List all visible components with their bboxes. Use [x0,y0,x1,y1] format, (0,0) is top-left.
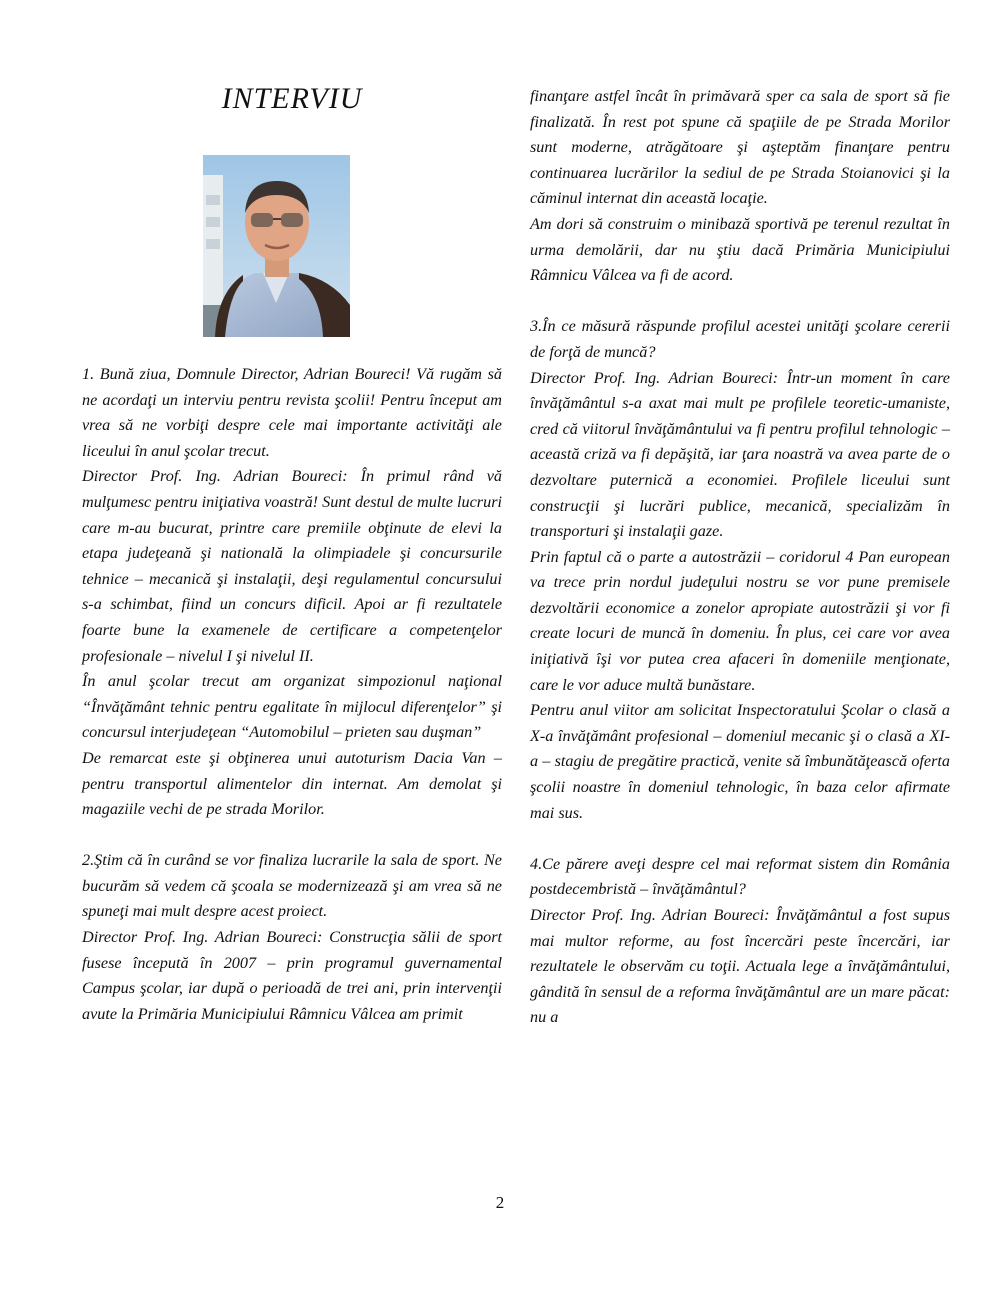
answer-4-paragraph: Director Prof. Ing. Adrian Boureci: Învăţământul a fost supus mai multor reforme, au fost încercări peste încercări, iar rezultatele le observăm cu toţii. Actuala lege a învăţământului, gândită în sensul de a reforma învăţământul are un mare păcat: nu a [530,906,950,1027]
paragraph-gap [530,826,950,852]
question-3: 3.În ce măsură răspunde profilul acestei unităţi şcolare cererii de forţă de muncă? [530,317,950,361]
answer-3-paragraph: Prin faptul că o parte a autostrăzii – coridorul 4 Pan european va trece prin nordul judeţului nostru se vor pune premisele dezvoltării economice a zonelor apropiate autostrăzii şi vor fi create locuri de muncă în domeniu. În plus, cei care vor avea iniţiativă îşi vor putea crea afaceri în domeniile menţionate, care le vor aduce multă bunăstare. [530,547,950,694]
question-2: 2.Ştim că în curând se vor finaliza lucrarile la sala de sport. Ne bucurăm să vedem că şcoala se modernizează şi am vrea să ne spuneţi mai mult despre acest proiect. [82,851,502,921]
portrait-illustration [203,155,350,337]
paragraph-gap [82,823,502,849]
answer-2-continued: finanţare astfel încât în primăvară sper ca sala de sport să fie finalizată. În rest pot spune că spaţiile de pe Strada Morilor sunt moderne, atrăgătoare şi aşteptăm finanţare pentru continuarea lucrărilor la sediul de pe Strada Stoianovici şi la căminul internat din această locaţie. [530,87,950,208]
answer-2-paragraph: Director Prof. Ing. Adrian Boureci: Construcţia sălii de sport fusese începută în 2007 – prin programul guvernamental Campus şcolar, iar după o perioadă de trei ani, prin intervenţii avute la Primăria Municipiului Râmnicu Vâlcea am primit [82,928,502,1023]
answer-1-paragraph: În anul şcolar trecut am organizat simpozionul naţional “Învăţământ tehnic pentru egalitate în mijlocul diferenţelor” şi concursul interjudeţean “Automobilul – prieten sau duşman” [82,672,502,742]
question-1: 1. Bună ziua, Domnule Director, Adrian Boureci! Vă rugăm să ne acordaţi un interviu pentru revista şcolii! Pentru început am vrea să ne vorbiţi despre cele mai importante activităţi ale liceului în anul şcolar trecut. [82,365,502,460]
page-title: INTERVIU [221,82,363,115]
answer-3-paragraph: Pentru anul viitor am solicitat Inspectoratului Şcolar o clasă a X-a învăţământ profesional – domeniul mecanic şi o clasă a XI-a – stagiu de pregătire practică, venite să îmbunătăţească oferta şcolii noastre în domeniul tehnologic, în baza celor afirmate mai sus. [530,701,950,822]
page-number: 2 [495,1193,505,1212]
right-column [530,84,950,1031]
left-column [82,362,502,1027]
question-4: 4.Ce părere aveţi despre cel mai reformat sistem din România postdecembristă – învăţământul? [530,854,950,899]
answer-1-paragraph: De remarcat este şi obţinerea unui autoturism Dacia Van – pentru transportul alimentelor din internat. Am demolat şi magaziile vechi de pe strada Morilor. [82,748,502,819]
paragraph-gap [530,289,950,315]
director-portrait-photo [203,155,350,337]
answer-2-paragraph: Am dori să construim o minibază sportivă pe terenul rezultat în urma demolării, dar nu ştiu dacă Primăria Municipiului Râmnicu Vâlcea va fi de acord. [530,214,950,285]
answer-3-paragraph: Director Prof. Ing. Adrian Boureci: Într-un moment în care învăţământul s-a axat mai mult pe profilele teoretic-umaniste, cred că viitorul învăţământului va fi pentru profilul tehnologic – această criză va fi depăşită, iar ţara noastră va avea parte de o dezvoltare puternică a economiei. Profilele liceului sunt construcţii şi lucrări publice, mecanică, specializăm în transporturi şi instalaţii gaze. [530,368,950,541]
answer-1-paragraph: Director Prof. Ing. Adrian Boureci: În primul rând vă mulţumesc pentru iniţiativa voastră! Sunt destul de multe lucruri care m-au bucurat, printre care premiile obţinute de elevi la etapa judeţeană şi natională la olimpiadele şi concursurile tehnice – mecanică şi instalaţii, deşi regulamentul concursului s-a schimbat, fiind un concurs dificil. Apoi ar fi rezultatele foarte bune la examenele de certificare a competenţelor profesionale – nivelul I şi nivelul II. [82,467,502,665]
